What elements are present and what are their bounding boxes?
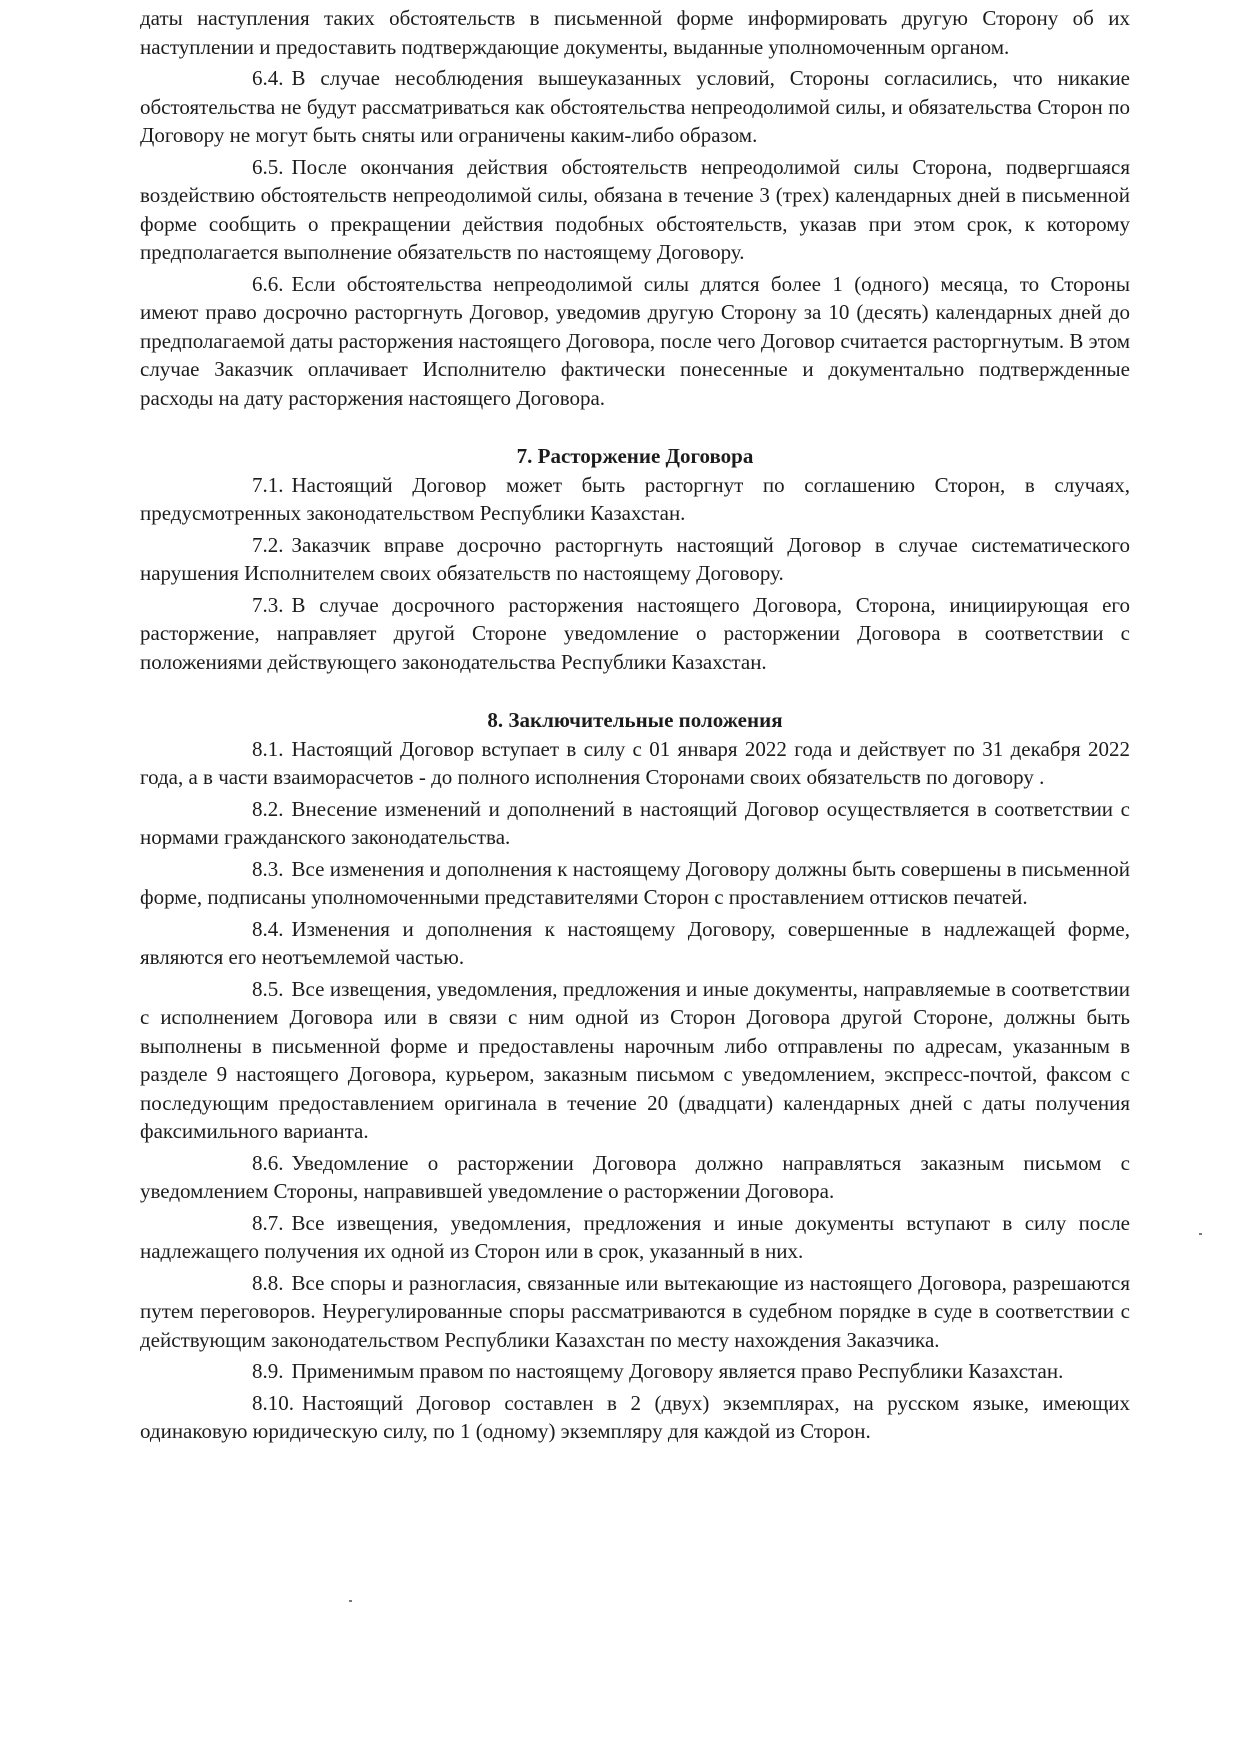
paragraph-8-7 (140, 1209, 1130, 1266)
paragraph-6-5 (140, 153, 1130, 267)
paragraph-number: 8.2. (252, 796, 284, 821)
document-body (140, 4, 1130, 1449)
paragraph-8-8 (140, 1269, 1130, 1355)
paragraph-7-2 (140, 531, 1130, 588)
paragraph-text: Изменения и дополнения к настоящему Договору, совершенные в надлежащей форме, являются его неотъемлемой частью. (140, 916, 1130, 969)
paragraph-text: В случае несоблюдения вышеуказанных условий, Стороны согласились, что никакие обстоятельства не будут рассматриваться как обстоятельства непреодолимой силы, и обязательства Сторон по Договору не могут быть сняты или ограничены каким-либо образом. (140, 66, 1130, 147)
paragraph-text: Все споры и разногласия, связанные или вытекающие из настоящего Договора, разрешаются путем переговоров. Неурегулированные споры рассматриваются в судебном порядке в суде в соответствии с действующим законодательством Республики Казахстан по месту нахождения Заказчика. (140, 1270, 1130, 1352)
paragraph-text: Все изменения и дополнения к настоящему Договору должны быть совершены в письменной форме, подписаны уполномоченными представителями Сторон с проставлением оттисков печатей. (140, 856, 1130, 909)
paragraph-6-4 (140, 64, 1130, 150)
paragraph-8-6 (140, 1149, 1130, 1206)
paragraph-number: 8.8. (252, 1270, 284, 1295)
paragraph-number: 7.1. (252, 472, 284, 497)
paragraph-text: Все извещения, уведомления, предложения и иные документы вступают в силу после надлежащего получения их одной из Сторон или в срок, указанный в них. (140, 1210, 1130, 1263)
paragraph-number: 8.3. (252, 856, 284, 881)
paragraph-text: Если обстоятельства непреодолимой силы длятся более 1 (одного) месяца, то Стороны имеют право досрочно расторгнуть Договор, уведомив другую Сторону за 10 (десять) календарных дней до предполагаемой даты расторжения настоящего Договора, после чего Договор считается расторгнутым. В этом случае Заказчик оплачивает Исполнителю фактически понесенные и документально подтвержденные расходы на дату расторжения настоящего Договора. (140, 271, 1130, 410)
paragraph-8-9 (140, 1357, 1130, 1386)
paragraph-8-5 (140, 975, 1130, 1146)
paragraph-number: 8.6. (252, 1150, 284, 1175)
paragraph-number: 8.10. (252, 1390, 294, 1415)
paragraph-7-3 (140, 591, 1130, 677)
paragraph-number: 6.6. (252, 271, 284, 296)
paragraph-7-1 (140, 471, 1130, 528)
scan-speck (1199, 1233, 1202, 1235)
paragraph-text: Настоящий Договор составлен в 2 (двух) экземплярах, на русском языке, имеющих одинаковую юридическую силу, по 1 (одному) экземпляру для каждой из Сторон. (140, 1390, 1130, 1443)
section-8-title: 8. Заключительные положения (487, 708, 783, 732)
paragraph-8-4 (140, 915, 1130, 972)
paragraph-number: 7.3. (252, 592, 284, 617)
paragraph-text: Настоящий Договор вступает в силу с 01 января 2022 года и действует по 31 декабря 2022 года, а в части взаиморасчетов - до полного исполнения Сторонами своих обязательств по договору . (140, 736, 1130, 789)
paragraph-8-2 (140, 795, 1130, 852)
paragraph-6-6 (140, 270, 1130, 413)
paragraph-number: 7.2. (252, 532, 284, 557)
paragraph-text: Уведомление о расторжении Договора должно направляться заказным письмом с уведомлением Стороны, направившей уведомление о расторжении Договора. (140, 1150, 1130, 1203)
paragraph-8-3 (140, 855, 1130, 912)
paragraph-8-10 (140, 1389, 1130, 1446)
paragraph-text: Заказчик вправе досрочно расторгнуть настоящий Договор в случае систематического нарушения Исполнителем своих обязательств по настоящему Договору. (140, 532, 1130, 585)
paragraph-text: Настоящий Договор может быть расторгнут по соглашению Сторон, в случаях, предусмотренных законодательством Республики Казахстан. (140, 472, 1130, 525)
scan-speck (349, 1600, 352, 1602)
paragraph-6-3-continuation (140, 4, 1130, 61)
paragraph-text: Все извещения, уведомления, предложения и иные документы, направляемые в соответствии с исполнением Договора или в связи с ним одной из Сторон Договора другой Стороне, должны быть выполнены в письменной форме и предоставлены нарочным либо отправлены по адресам, указанным в разделе 9 настоящего Договора, курьером, заказным письмом с уведомлением, экспресс-почтой, факсом с последующим предоставлением оригинала в течение 20 (двадцати) календарных дней с даты получения факсимильного варианта. (140, 976, 1130, 1143)
paragraph-number: 6.4. (252, 66, 284, 90)
paragraph-text: После окончания действия обстоятельств непреодолимой силы Сторона, подвергшаяся воздействию обстоятельств непреодолимой силы, обязана в течение 3 (трех) календарных дней в письменной форме сообщить о прекращении действия подобных обстоятельств, указав при этом срок, к которому предполагается выполнение обязательств по настоящему Договору. (140, 154, 1130, 264)
paragraph-text: Применимым правом по настоящему Договору является право Республики Казахстан. (291, 1359, 1064, 1383)
paragraph-number: 8.7. (252, 1210, 284, 1235)
paragraph-number: 8.5. (252, 976, 284, 1001)
paragraph-8-1 (140, 735, 1130, 792)
paragraph-number: 6.5. (252, 154, 284, 179)
paragraph-number: 8.1. (252, 736, 284, 761)
section-7-title: 7. Расторжение Договора (516, 444, 754, 468)
paragraph-text: Внесение изменений и дополнений в настоящий Договор осуществляется в соответствии с нормами гражданского законодательства. (140, 796, 1130, 849)
paragraph-number: 8.9. (252, 1359, 284, 1383)
paragraph-number: 8.4. (252, 916, 284, 941)
paragraph-text: даты наступления таких обстоятельств в письменной форме информировать другую Сторону об их наступлении и предоставить подтверждающие документы, выданные уполномоченным органом. (140, 6, 1130, 59)
paragraph-text: В случае досрочного расторжения настоящего Договора, Сторона, инициирующая его расторжение, направляет другой Стороне уведомление о расторжении Договора в соответствии с положениями действующего законодательства Республики Казахстан. (140, 592, 1130, 674)
